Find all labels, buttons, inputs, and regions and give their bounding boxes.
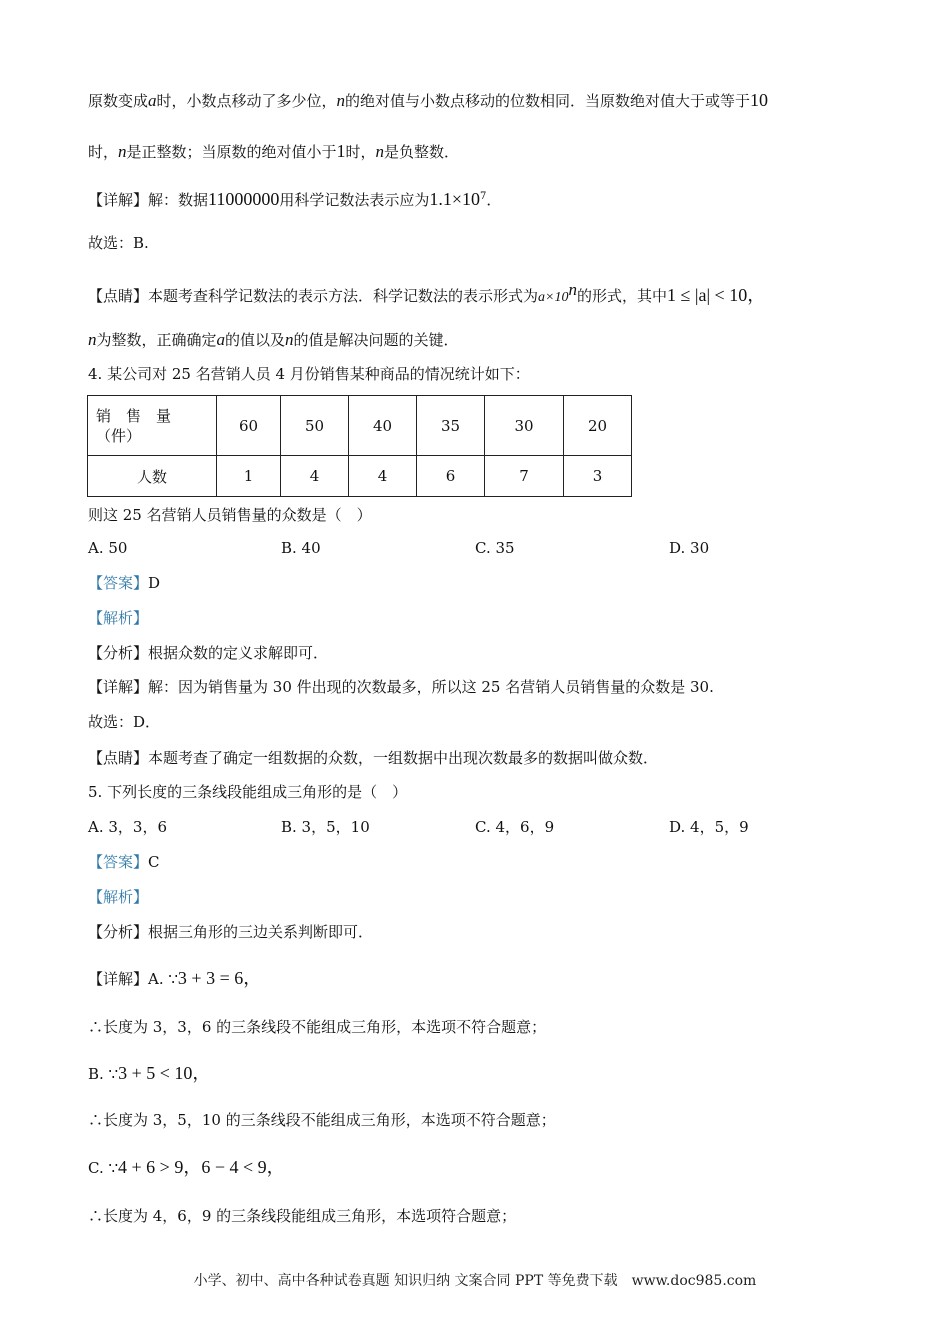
option-b: B. 40 xyxy=(281,539,321,557)
var-n: n xyxy=(118,142,127,161)
answer-4 xyxy=(88,573,160,593)
analysis-text: 【分析】根据三角形的三边关系判断即可． xyxy=(88,923,374,941)
text-line-4: 故选：B. xyxy=(88,234,149,252)
choice-text: 故选：D． xyxy=(88,713,161,731)
text: 时，小数点移动了多少位， xyxy=(156,92,337,110)
option-c: C. 4，6，9 xyxy=(475,818,555,836)
text: C. ∵ xyxy=(88,1159,119,1177)
text: 【详解】解：数据 xyxy=(88,191,209,209)
var-a: a xyxy=(148,91,157,110)
table-cell: 20 xyxy=(564,396,632,456)
text: 的绝对值与小数点移动的位数相同．当原数绝对值大于或等于 xyxy=(345,92,751,110)
number: 10 xyxy=(750,90,769,110)
answer-value: D xyxy=(148,574,161,592)
text: 原数变成 xyxy=(88,92,149,110)
number: 11000000 xyxy=(208,189,280,209)
option-d: D. 4，5，9 xyxy=(669,818,749,836)
answer-value: C xyxy=(148,853,160,871)
text: 【详解】A. ∵ xyxy=(88,970,178,988)
sales-table xyxy=(87,395,632,497)
text: 的值是解决问题的关键． xyxy=(293,331,459,349)
question-4-ask: 则这 25 名营销人员销售量的众数是（ ） xyxy=(88,506,372,524)
text: 时， xyxy=(345,143,376,161)
text-line-3 xyxy=(88,187,501,210)
var-n: n xyxy=(88,330,97,349)
detail-b xyxy=(88,1063,210,1084)
exponent: 7 xyxy=(480,191,487,202)
page-footer: 小学、初中、高中各种试卷真题 知识归纳 文案合同 PPT 等免费下载 www.doc985.com xyxy=(193,1273,757,1289)
question-5: 5. 下列长度的三条线段能组成三角形的是（ ） xyxy=(88,783,408,801)
table-cell: 4 xyxy=(349,456,417,497)
reason-b: ∴长度为 3，5，10 的三条线段不能组成三角形，本选项不符合题意； xyxy=(88,1111,556,1129)
table-cell: 40 xyxy=(349,396,417,456)
question-4: 4. 某公司对 25 名营销人员 4 月份销售某种商品的情况统计如下： xyxy=(88,365,530,383)
reason-a: ∴长度为 3，3，6 的三条线段不能组成三角形，本选项不符合题意； xyxy=(88,1018,547,1036)
option-c: C. 35 xyxy=(475,539,515,557)
answer-5 xyxy=(88,852,160,872)
table-cell: 4 xyxy=(281,456,349,497)
answer-tag: 【答案】 xyxy=(88,853,149,871)
formula: 4 + 6 > 9， xyxy=(118,1157,202,1177)
detail-a xyxy=(88,968,261,989)
text: 为整数，正确确定 xyxy=(96,331,217,349)
analysis-tag: 【解析】 xyxy=(88,888,149,906)
formula: 6 − 4 < 9， xyxy=(201,1157,285,1177)
formula: 1.1×10 xyxy=(429,189,481,209)
table-cell: 35 xyxy=(417,396,485,456)
table-cell: 60 xyxy=(217,396,281,456)
text: ． xyxy=(486,191,502,209)
var-n: n xyxy=(285,330,294,349)
option-a: A. 3，3，6 xyxy=(88,818,167,836)
text: 【点睛】本题考查科学记数法的表示方法．科学记数法的表示形式为 xyxy=(88,287,539,305)
formula: a×10 xyxy=(538,290,569,305)
text-line-6 xyxy=(88,330,459,350)
text-line-2 xyxy=(88,141,459,162)
table-cell: 50 xyxy=(281,396,349,456)
text: 是正整数；当原数的绝对值小于 xyxy=(126,143,337,161)
table-cell: 3 xyxy=(564,456,632,497)
detail-text: 【详解】解：因为销售量为 30 件出现的次数最多，所以这 25 名营销人员销售量的众数是 30. xyxy=(88,678,714,696)
formula: 3 + 5 < 10， xyxy=(118,1063,211,1083)
table-row xyxy=(88,396,632,456)
reason-c: ∴长度为 4，6，9 的三条线段能组成三角形，本选项符合题意； xyxy=(88,1207,517,1225)
option-a: A. 50 xyxy=(88,539,128,557)
exponent: n xyxy=(568,280,577,299)
table-cell: 7 xyxy=(485,456,564,497)
table-cell: 30 xyxy=(485,396,564,456)
table-cell: 1 xyxy=(217,456,281,497)
option-d: D. 30 xyxy=(669,539,710,557)
text: 时， xyxy=(88,143,119,161)
formula: 3 + 3 = 6， xyxy=(177,968,262,988)
table-row xyxy=(88,456,632,497)
table-cell: 6 xyxy=(417,456,485,497)
formula: 1 ≤ |a| < 10， xyxy=(666,285,766,305)
analysis-text: 【分析】根据众数的定义求解即可． xyxy=(88,644,329,662)
option-b: B. 3，5，10 xyxy=(281,818,370,836)
detail-c xyxy=(88,1157,285,1178)
text-line-1 xyxy=(88,90,768,111)
table-header-cell: 销 售 量（件） xyxy=(88,396,217,456)
number: 1 xyxy=(336,141,346,161)
text: 的值以及 xyxy=(225,331,286,349)
text: B. ∵ xyxy=(88,1065,119,1083)
var-n: n xyxy=(375,142,385,161)
var-n: n xyxy=(336,91,346,110)
text: 用科学记数法表示应为 xyxy=(279,191,430,209)
table-header-cell: 人数 xyxy=(88,456,217,497)
answer-tag: 【答案】 xyxy=(88,574,149,592)
text: 的形式，其中 xyxy=(576,287,667,305)
analysis-tag: 【解析】 xyxy=(88,609,149,627)
comment-text: 【点睛】本题考查了确定一组数据的众数，一组数据中出现次数最多的数据叫做众数． xyxy=(88,749,659,767)
var-a: a xyxy=(216,330,226,349)
text: 是负整数． xyxy=(384,143,460,161)
text-line-5 xyxy=(88,280,765,308)
